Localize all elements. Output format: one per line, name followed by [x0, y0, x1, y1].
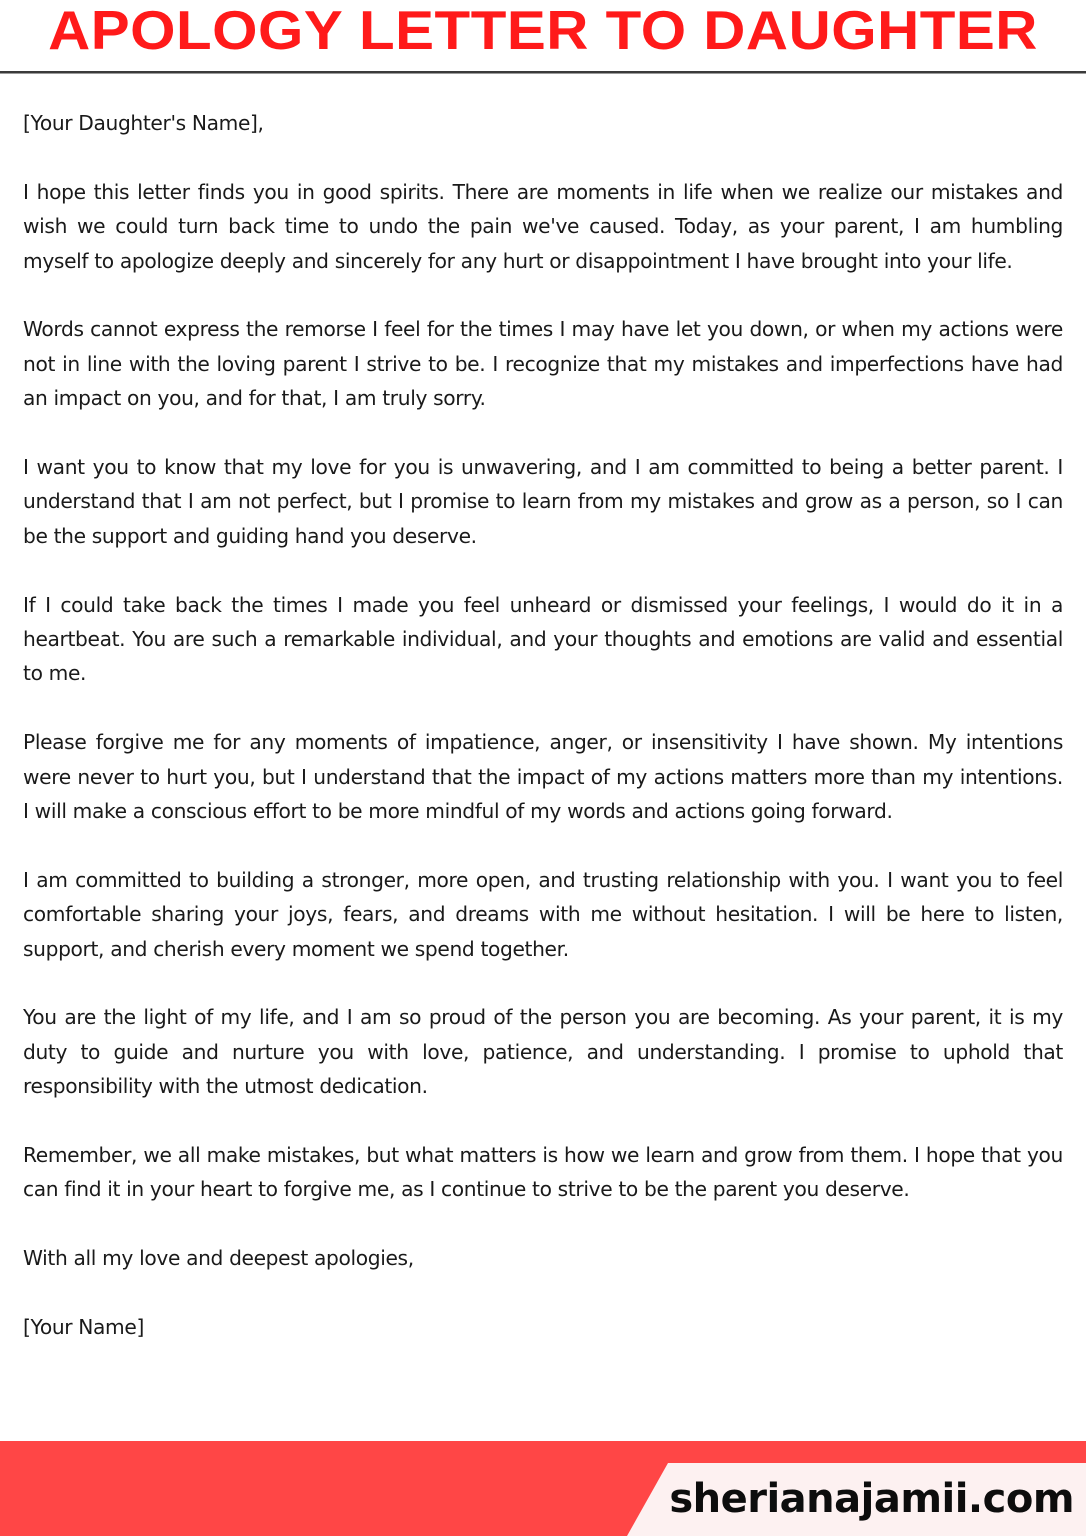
paragraph-spacer: [23, 278, 1063, 312]
letter-paragraph: You are the light of my life, and I am so proud of the person you are becoming. As your parent, it is my duty to guide and nurture you with love, patience, and understanding. I promise to uphold that responsibility with the utmost dedication.: [23, 1005, 1063, 1099]
letter-body: [23, 106, 1063, 1344]
paragraph-spacer: [23, 416, 1063, 450]
page-title: APOLOGY LETTER TO DAUGHTER: [48, 0, 1038, 61]
letter-closing: With all my love and deepest apologies,: [23, 1246, 414, 1271]
paragraph-spacer: [23, 553, 1063, 587]
paragraph-spacer: [23, 966, 1063, 1000]
letter-paragraph: Please forgive me for any moments of impatience, anger, or insensitivity I have shown. My intentions were never to hurt you, but I understand that the impact of my actions matters more than my intentions. I will make a conscious effort to be more mindful of my words and actions going forward.: [23, 730, 1063, 824]
paragraph-spacer: [23, 828, 1063, 862]
paragraph-spacer: [23, 691, 1063, 725]
header-divider: [0, 71, 1086, 73]
paragraph-spacer: [23, 140, 1063, 174]
letter-paragraph: Words cannot express the remorse I feel for the times I may have let you down, or when my actions were not in line with the loving parent I strive to be. I recognize that my mistakes and imperfections have had an impact on you, and for that, I am truly sorry.: [23, 317, 1063, 411]
paragraph-spacer: [23, 1104, 1063, 1138]
letter-paragraph: If I could take back the times I made you feel unheard or dismissed your feelings, I would do it in a heartbeat. You are such a remarkable individual, and your thoughts and emotions are valid and essential to me.: [23, 592, 1063, 686]
letter-paragraph: I am committed to building a stronger, more open, and trusting relationship with you. I want you to feel comfortable sharing your joys, fears, and dreams with me without hesitation. I will be here to listen, support, and cherish every moment we spend together.: [23, 867, 1063, 961]
paragraph-spacer: [23, 1276, 1063, 1310]
letter-paragraph: I hope this letter finds you in good spirits. There are moments in life when we realize our mistakes and wish we could turn back time to undo the pain we've caused. Today, as your parent, I am humbling myself to apologize deeply and sincerely for any hurt or disappointment I have brought into your life.: [23, 179, 1063, 273]
letter-paragraph: I want you to know that my love for you is unwavering, and I am committed to being a better parent. I understand that I am not perfect, but I promise to learn from my mistakes and grow as a person, so I can be the support and guiding hand you deserve.: [23, 455, 1063, 548]
page-header: [0, 0, 1086, 72]
letter-paragraph: Remember, we all make mistakes, but what matters is how we learn and grow from them. I hope that you can find it in your heart to forgive me, as I continue to strive to be the parent you deserve.: [23, 1143, 1063, 1202]
paragraph-spacer: [23, 1207, 1063, 1241]
site-watermark: sherianajamii.com: [669, 1476, 1074, 1522]
letter-salutation: [Your Daughter's Name],: [23, 111, 264, 135]
letter-signature: [Your Name]: [23, 1315, 144, 1340]
